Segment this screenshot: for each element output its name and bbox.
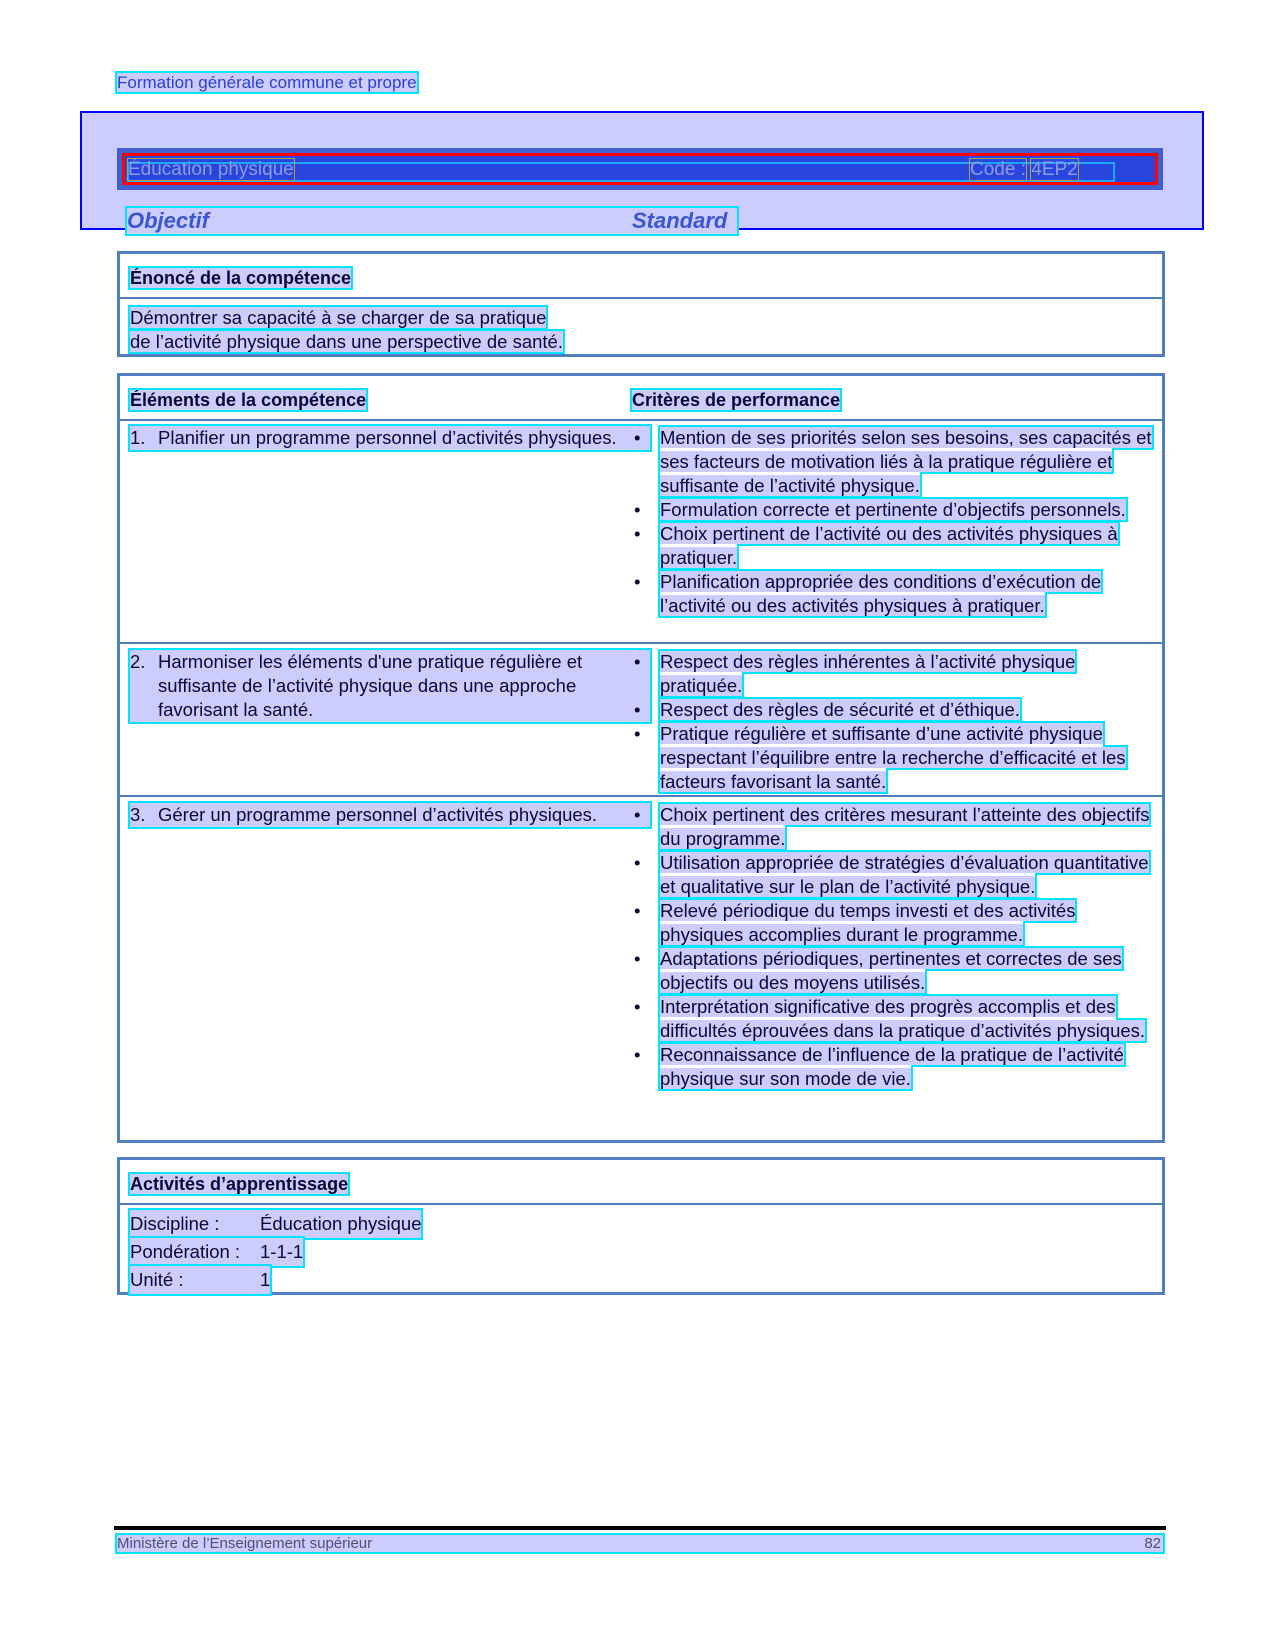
element-text: Gérer un programme personnel d’activités physiques. xyxy=(158,804,598,825)
discipline-label: Discipline : xyxy=(130,1213,220,1234)
element-number: 2. xyxy=(130,651,146,672)
divider xyxy=(120,297,1162,299)
element-text: Harmoniser les éléments d'une pratique régulière et suffisante de l’activité physique dans une approche favorisant la santé. xyxy=(158,651,583,720)
element-number: 3. xyxy=(130,804,146,825)
divider xyxy=(120,795,1162,797)
bullet-icon: • xyxy=(634,651,641,672)
bullet-icon: • xyxy=(634,523,641,544)
bullet-icon: • xyxy=(634,948,641,969)
elements-heading: Éléments de la compétence xyxy=(130,390,367,410)
bullet-icon: • xyxy=(634,852,641,873)
criterion xyxy=(632,426,1152,498)
activites-heading: Activités d’apprentissage xyxy=(130,1174,349,1194)
bullet-icon: • xyxy=(634,699,641,720)
criterion xyxy=(632,698,1152,722)
activites-details xyxy=(130,1210,421,1294)
criterion xyxy=(632,947,1152,995)
ponderation-row xyxy=(130,1238,303,1266)
criterion xyxy=(632,650,1152,698)
page-number: 82 xyxy=(1144,1535,1161,1552)
criterion xyxy=(632,803,1152,851)
bullet-icon: • xyxy=(634,723,641,744)
criterion-text: Pratique régulière et suffisante d’une activité physique respectant l’équilibre entre la recherche d’efficacité et les facteurs favorisant la santé. xyxy=(660,723,1126,792)
title-bar-frame xyxy=(122,153,1158,185)
footer-rule xyxy=(114,1526,1166,1530)
criterion xyxy=(632,522,1152,570)
unite-value: 1 xyxy=(260,1269,271,1290)
course-code xyxy=(970,159,1078,181)
section-header xyxy=(117,73,417,93)
criterion-text: Planification appropriée des conditions d’exécution de l’activité ou des activités physiques à pratiquer. xyxy=(660,571,1102,616)
bullet-icon: • xyxy=(634,1044,641,1065)
criterion-text: Relevé périodique du temps investi et des activités physiques accomplies durant le programme. xyxy=(660,900,1076,945)
divider xyxy=(120,642,1162,644)
enonce-text xyxy=(130,306,563,354)
criteria-list xyxy=(632,426,1152,618)
unite-label: Unité : xyxy=(130,1269,184,1290)
criterion xyxy=(632,498,1152,522)
enonce-line: Démontrer sa capacité à se charger de sa pratique xyxy=(130,307,547,328)
criterion-text: Respect des règles inhérentes à l’activité physique pratiquée. xyxy=(660,651,1076,696)
course-name xyxy=(128,159,294,181)
element-text: Planifier un programme personnel d’activités physiques. xyxy=(158,427,617,448)
criterion-text: Respect des règles de sécurité et d’éthique. xyxy=(660,699,1020,720)
footer xyxy=(117,1535,1163,1552)
criterion-text: Choix pertinent des critères mesurant l’atteinte des objectifs du programme. xyxy=(660,804,1150,849)
criterion-text: Choix pertinent de l’activité ou des activités physiques à pratiquer. xyxy=(660,523,1118,568)
criterion-text: Formulation correcte et pertinente d’objectifs personnels. xyxy=(660,499,1126,520)
criteria-heading: Critères de performance xyxy=(632,390,841,410)
criterion xyxy=(632,722,1152,794)
bullet-icon: • xyxy=(634,571,641,592)
bullet-icon: • xyxy=(634,427,641,448)
code-value: 4EP2 xyxy=(1031,159,1078,180)
criterion-text: Interprétation significative des progrès accomplis et des difficultés éprouvées dans la pratique d’activités physiques. xyxy=(660,996,1146,1041)
activites-box xyxy=(117,1157,1165,1295)
criterion xyxy=(632,995,1152,1043)
divider xyxy=(120,419,1162,421)
criterion xyxy=(632,570,1152,618)
elements-box xyxy=(117,373,1165,1143)
discipline-value: Éducation physique xyxy=(260,1213,422,1234)
course-title-bar xyxy=(117,148,1163,190)
section-header-text: Formation générale commune et propre xyxy=(117,73,417,92)
ponderation-label: Pondération : xyxy=(130,1241,241,1262)
standard-label: Standard xyxy=(632,208,728,233)
footer-ministry: Ministère de l’Enseignement supérieur xyxy=(117,1535,373,1552)
criteria-list xyxy=(632,803,1152,1091)
criterion xyxy=(632,851,1152,899)
code-label: Code : xyxy=(970,159,1026,180)
unite-row xyxy=(130,1266,270,1294)
criterion xyxy=(632,899,1152,947)
bullet-icon: • xyxy=(634,499,641,520)
criterion-text: Utilisation appropriée de stratégies d’évaluation quantitative et qualitative sur le plan de l’activité physique. xyxy=(660,852,1149,897)
discipline-row xyxy=(130,1210,421,1238)
criterion-text: Reconnaissance de l’influence de la pratique de l’activité physique sur son mode de vie. xyxy=(660,1044,1124,1089)
divider xyxy=(120,1203,1162,1205)
bullet-icon: • xyxy=(634,996,641,1017)
course-name-text: Éducation physique xyxy=(128,159,294,180)
bullet-icon: • xyxy=(634,900,641,921)
enonce-box xyxy=(117,251,1165,357)
objectif-standard-row xyxy=(127,208,737,234)
enonce-line: de l’activité physique dans une perspective de santé. xyxy=(130,331,563,352)
bullet-icon: • xyxy=(634,804,641,825)
enonce-heading: Énoncé de la compétence xyxy=(130,268,352,288)
criterion-text: Mention de ses priorités selon ses besoins, ses capacités et ses facteurs de motivation liés à la pratique régulière et suffisante de l’activité physique. xyxy=(660,427,1152,496)
criteria-list xyxy=(632,650,1152,794)
objectif-label: Objectif xyxy=(127,208,209,233)
ponderation-value: 1-1-1 xyxy=(260,1241,304,1262)
criterion xyxy=(632,1043,1152,1091)
element-number: 1. xyxy=(130,427,146,448)
criterion-text: Adaptations périodiques, pertinentes et correctes de ses objectifs ou des moyens utilisés. xyxy=(660,948,1122,993)
